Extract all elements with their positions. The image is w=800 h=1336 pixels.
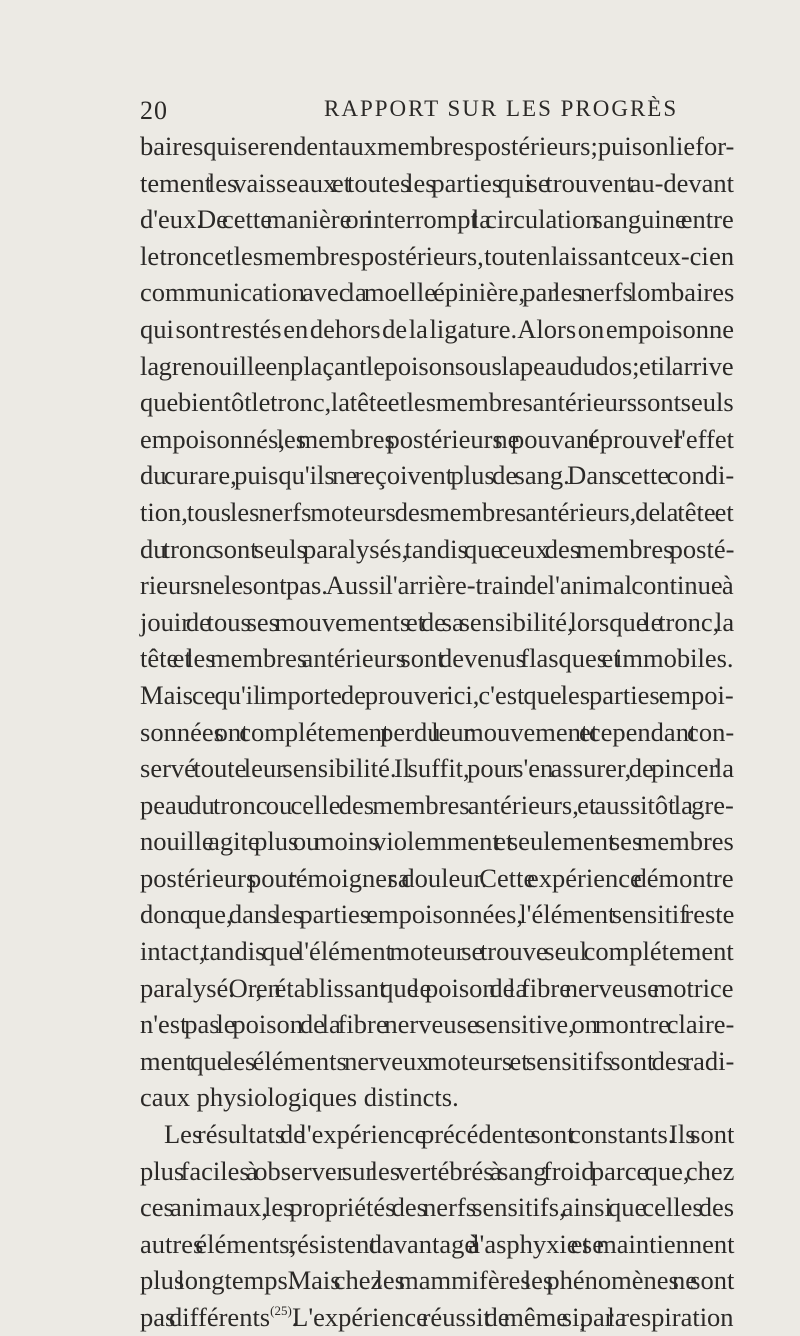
text-line: postérieurs pour témoigner sa douleur. Cette expérience démontre [140,862,734,893]
text-line: jouir de tous ses mouvements et de sa sensibilité, lorsque le tronc, la [140,606,735,637]
text-line: tion, tous les nerfs moteurs des membres antérieurs, de la tête et [140,496,734,527]
text-segment: . L'expérience réussit de même si, par la respiration [291,1302,734,1332]
text-line: le tronc et les membres postérieurs, tout en laissant ceux-ci en [140,240,735,271]
footnote-marker: (25) [270,1303,292,1318]
text-segment: pas différents [140,1302,271,1332]
text-line: paralysé. Or, en établissant que le poison de la fibre nerveuse motrice [140,972,734,1003]
text-line: donc que, dans les parties empoisonnées, l'élément sensitif reste [140,899,735,930]
text-line: tête et les membres antérieurs sont devenus flasques et immobiles. [140,643,734,674]
text-line: la grenouille en plaçant le poison sous la peau du dos; et il arrive [140,350,734,381]
body-text [140,128,734,1336]
text-line: plus faciles à observer sur les vertébrés à sang froid parce que, chez [140,1155,735,1186]
text-line: qui sont restés en dehors de la ligature. Alors on empoisonne [140,313,734,344]
text-line: Les résultats de l'expérience précédente sont constants. Ils sont [164,1119,735,1150]
text-line: tement les vaisseaux et toutes les parties qui se trouvent au-devant [140,167,735,198]
text-line: Mais ce qu'il importe de prouver ici, c'est que les parties empoi- [140,679,734,710]
text-line: autres éléments, résistent davantage à l'asphyxie et se maintiennent [140,1228,735,1259]
text-line: n'est pas le poison de la fibre nerveuse sensitive, on montre claire- [140,1009,735,1040]
text-line: communication avec la moelle épinière, par les nerfs lombaires [140,277,735,308]
text-line: intact, tandis que l'élément moteur se trouve seul complétement [140,936,734,967]
text-line: du tronc sont seuls paralysés, tandis que ceux des membres posté- [140,533,735,564]
text-line: baires qui se rendent aux membres postérieurs; puis on lie for- [140,131,735,161]
text-line: du curare, puisqu'ils ne reçoivent plus de sang. Dans cette condi- [140,460,735,491]
text-line: empoisonnés, les membres postérieurs ne pouvant éprouver l'effet [140,423,734,454]
text-line: peau du tronc ou celle des membres antérieurs, et aussitôt la gre- [140,789,734,820]
running-head: RAPPORT SUR LES PROGRÈS [324,96,679,121]
text-line: servé toute leur sensibilité. Il suffit, pour s'en assurer, de pincer la [140,753,734,784]
text-line: ces animaux, les propriétés des nerfs sensitifs, ainsi que celles des [140,1192,735,1223]
text-line: sonnées ont complétement perdu leur mouvement et cependant con- [140,716,735,747]
text-line: que bientôt le tronc, la tête et les membres antérieurs sont seuls [140,387,734,418]
text-line: rieurs ne le sont pas. Aussi l'arrière-train de l'animal continue à [140,570,734,601]
text-line: d'eux. De cette manière on interrompt la circulation sanguine entre [140,204,734,235]
text-line: ment que les éléments nerveux moteurs et sensitifs sont des radi- [140,1045,735,1076]
page-number: 20 [140,96,168,125]
text-line [140,1299,734,1336]
text-line: caux physiologiques distincts. [140,1082,459,1113]
page-header [140,96,740,126]
text-line: nouille agite plus ou moins violemment et seulement ses membres [140,826,734,857]
text-line: plus longtemps. Mais chez les mammifères les phénomènes ne sont [140,1265,735,1296]
